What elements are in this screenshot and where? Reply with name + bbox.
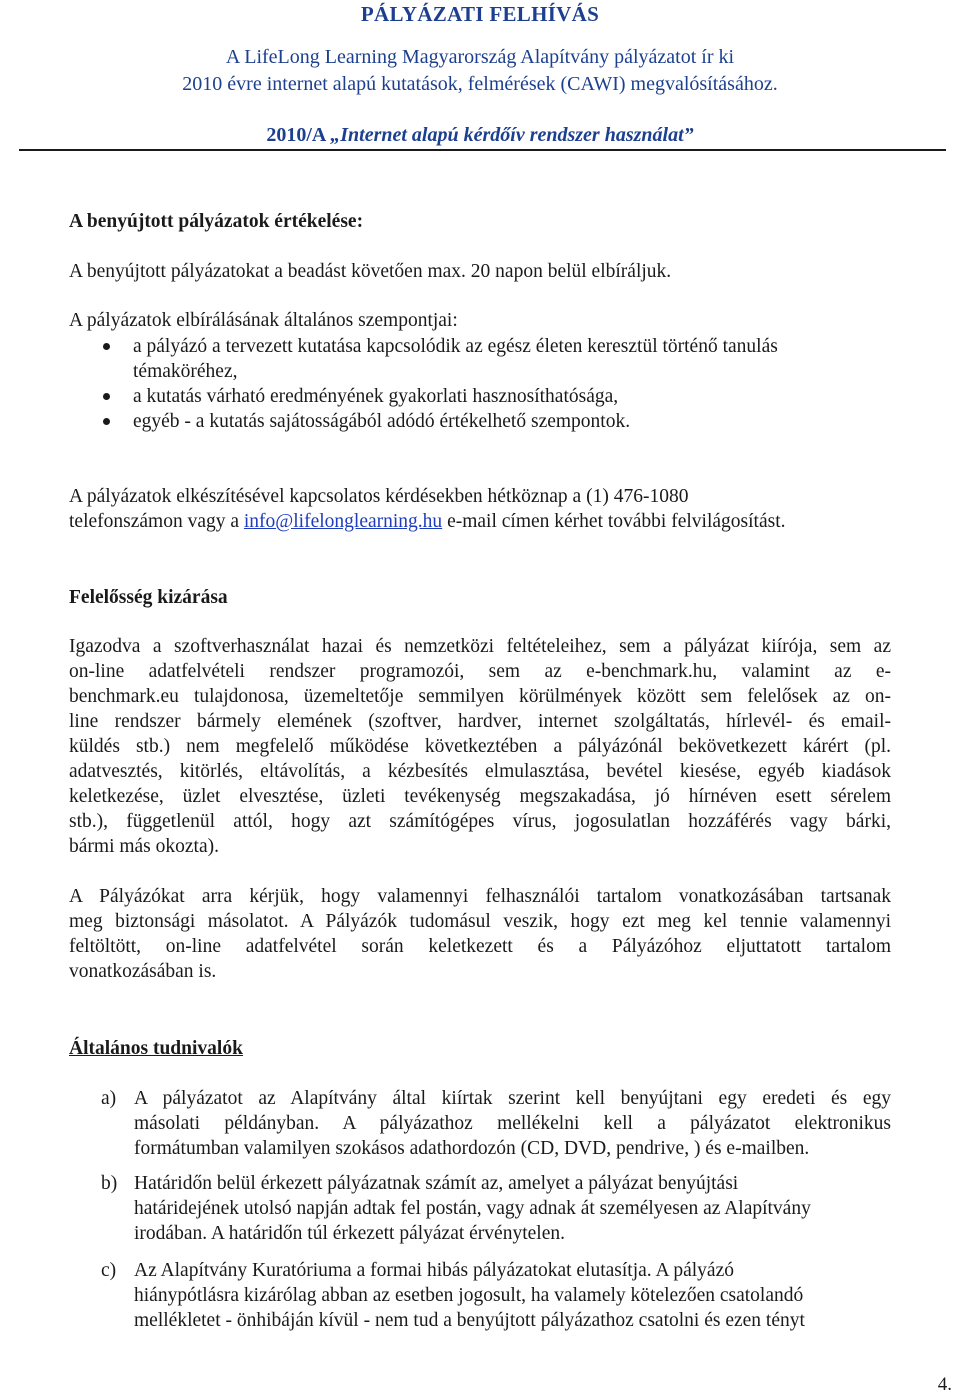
- backup-paragraph: [69, 884, 891, 984]
- list-item-line: A pályázatot az Alapítvány által kiírtak szerint kell benyújtani egy eredeti és egy: [134, 1088, 891, 1109]
- list-item-line: mellékletet - önhibáján kívül - nem tud a benyújtott pályázathoz csatolni és ezen tényt: [134, 1310, 805, 1331]
- paragraph-line: A Pályázókat arra kérjük, hogy valamennyi felhasználói tartalom vonatkozásában tartsanak: [69, 886, 891, 907]
- disclaimer-paragraph: [69, 634, 891, 859]
- header-line-2: 2010 évre internet alapú kutatások, felmérések (CAWI) megvalósításához.: [182, 73, 778, 95]
- contact-line-1: A pályázatok elkészítésével kapcsolatos kérdésekben hétköznap a (1) 476-1080: [69, 486, 689, 507]
- criteria-item-1-line-2: témaköréhez,: [133, 361, 238, 382]
- bullet-dot: [103, 343, 110, 350]
- criteria-item-2: a kutatás várható eredményének gyakorlati hasznosíthatósága,: [133, 386, 619, 407]
- list-item-line: irodában. A határidőn túl érkezett pályázat érvénytelen.: [134, 1223, 565, 1244]
- contact-suffix: e-mail címen kérhet további felvilágosítást.: [442, 511, 786, 532]
- bullet-dot: [103, 418, 110, 425]
- evaluation-text: A benyújtott pályázatokat a beadást követően max. 20 napon belül elbíráljuk.: [69, 261, 672, 282]
- document-title: PÁLYÁZATI FELHÍVÁS: [360, 2, 600, 26]
- paragraph-line: bármi más okozta).: [69, 836, 219, 857]
- list-marker: b): [101, 1173, 118, 1194]
- header-subtitle: [0, 124, 960, 147]
- contact-line-2: [69, 509, 786, 534]
- general-heading: Általános tudnivalók: [69, 1038, 243, 1059]
- page-number: 4.: [937, 1374, 952, 1395]
- paragraph-line: feltöltött, on-line adatfelvétel során keletkezett és a Pályázóhoz eljuttatott tartalom: [69, 936, 891, 957]
- paragraph-line: keletkezése, üzlet elvesztése, üzleti tevékenység megszakadása, jó hírnéven esett sérelem: [69, 786, 891, 807]
- paragraph-line: on-line adatfelvételi rendszer programozói, sem az e-benchmark.hu, valamint az e-: [69, 661, 891, 682]
- list-item-line: hiánypótlásra kizárólag abban az esetben jogosult, ha valamely kötelezően csatolandó: [134, 1285, 804, 1306]
- bullet-dot: [103, 393, 110, 400]
- evaluation-heading: A benyújtott pályázatok értékelése:: [69, 211, 364, 232]
- paragraph-line: line rendszer bármely elemének (szoftver, hardver, internet szolgáltatás, hírlevél- és email-: [69, 711, 891, 732]
- list-item-a: [134, 1086, 891, 1161]
- list-item-line: formátumban valamilyen szokásos adathordozón (CD, DVD, pendrive, ) és e-mailben.: [134, 1138, 810, 1159]
- list-marker: a): [101, 1088, 117, 1109]
- list-item-line: másolati példányban. A pályázathoz mellékelni kell a pályázatot elektronikus: [134, 1113, 891, 1134]
- criteria-intro: A pályázatok elbírálásának általános szempontjai:: [69, 310, 458, 331]
- contact-prefix: telefonszámon vagy a: [69, 511, 244, 532]
- list-item-line: Az Alapítvány Kuratóriuma a formai hibás pályázatokat elutasítja. A pályázó: [134, 1260, 734, 1281]
- disclaimer-heading: Felelősség kizárása: [69, 587, 228, 608]
- paragraph-line: meg biztonsági másolatot. A Pályázók tudomásul veszik, hogy ezt meg kel tennie valamennyi: [69, 911, 891, 932]
- list-item-c: [134, 1258, 891, 1333]
- email-link[interactable]: info@lifelonglearning.hu: [243, 511, 443, 532]
- criteria-item-1-line-1: a pályázó a tervezett kutatása kapcsolódik az egész életen keresztül történő tanulás: [133, 336, 778, 357]
- paragraph-line: vonatkozásában is.: [69, 961, 217, 982]
- paragraph-line: küldés stb.) nem megfelelő működése következtében a pályázónál bekövetkezett kárért (pl.: [69, 736, 891, 757]
- paragraph-line: adatvesztés, kitörlés, eltávolítás, a kézbesítés elmulasztása, bevétel kiesése, egyéb kiadások: [69, 761, 891, 782]
- subtitle-name: „Internet alapú kérdőív rendszer használat”: [330, 124, 694, 146]
- paragraph-line: benchmark.eu tulajdonosa, üzemeltetője semmilyen körülmények között sem felelősek az on-: [69, 686, 891, 707]
- paragraph-line: stb.), függetlenül attól, hogy azt számítógépes vírus, jogosulatlan hozzáférés vagy bárki,: [69, 811, 891, 832]
- header-line-1: A LifeLong Learning Magyarország Alapítvány pályázatot ír ki: [225, 46, 735, 68]
- list-item-b: [134, 1171, 891, 1246]
- criteria-item-3: egyéb - a kutatás sajátosságából adódó értékelhető szempontok.: [133, 411, 631, 432]
- paragraph-line: Igazodva a szoftverhasználat hazai és nemzetközi feltételeihez, sem a pályázat kiírója, sem az: [69, 636, 891, 657]
- subtitle-code: 2010/A: [266, 124, 331, 146]
- list-item-line: határidejének utolsó napján adtak fel postán, vagy adnak át személyesen az Alapítvány: [134, 1198, 811, 1219]
- list-item-line: Határidőn belül érkezett pályázatnak számít az, amelyet a pályázat benyújtási: [134, 1173, 739, 1194]
- header-divider: [19, 149, 946, 151]
- list-marker: c): [101, 1260, 117, 1281]
